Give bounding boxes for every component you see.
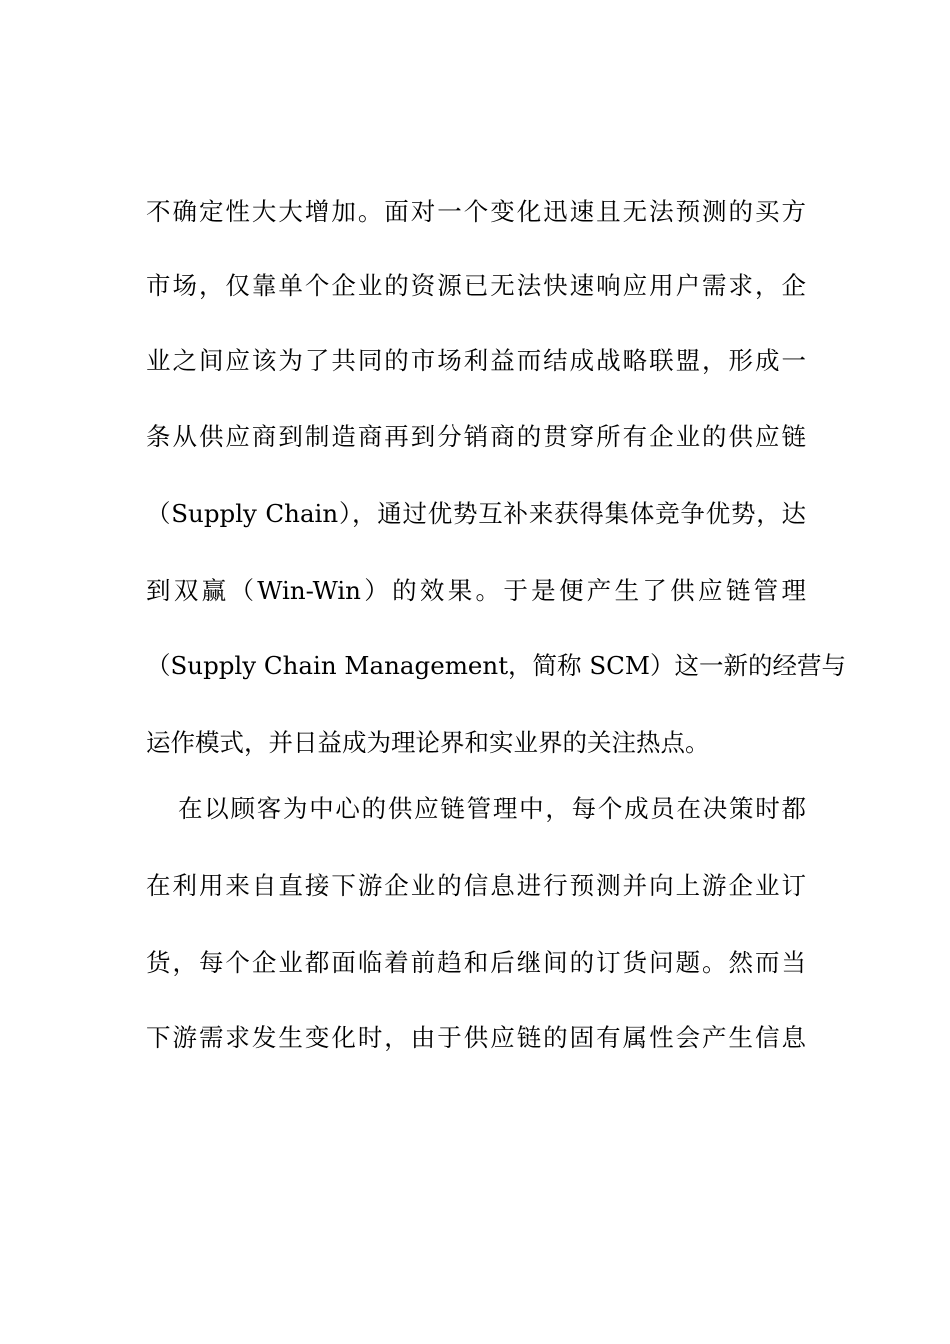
paragraph-line-12: 下游需求发生变化时，由于供应链的固有属性会产生信息 <box>146 1023 806 1052</box>
paragraph-line-11: 货，每个企业都面临着前趋和后继间的订货问题。然而当 <box>146 948 806 977</box>
paragraph-line-10: 在利用来自直接下游企业的信息进行预测并向上游企业订 <box>146 871 806 900</box>
paragraph-line-2: 市场，仅靠单个企业的资源已无法快速响应用户需求，企 <box>146 271 806 300</box>
paragraph-line-7: （Supply Chain Management，简称 SCM）这一新的经营与 <box>146 651 846 680</box>
paragraph-line-6: 到双赢（Win-Win）的效果。于是便产生了供应链管理 <box>146 576 806 605</box>
paragraph-line-5: （Supply Chain），通过优势互补来获得集体竞争优势，达 <box>146 499 806 528</box>
paragraph-line-4: 条从供应商到制造商再到分销商的贯穿所有企业的供应链 <box>146 422 806 451</box>
paragraph-line-9: 在以顾客为中心的供应链管理中，每个成员在决策时都 <box>178 794 806 823</box>
paragraph-line-1: 不确定性大大增加。面对一个变化迅速且无法预测的买方 <box>146 197 806 226</box>
paragraph-line-8: 运作模式，并日益成为理论界和实业界的关注热点。 <box>146 728 710 757</box>
paragraph-line-3: 业之间应该为了共同的市场利益而结成战略联盟，形成一 <box>146 346 806 375</box>
